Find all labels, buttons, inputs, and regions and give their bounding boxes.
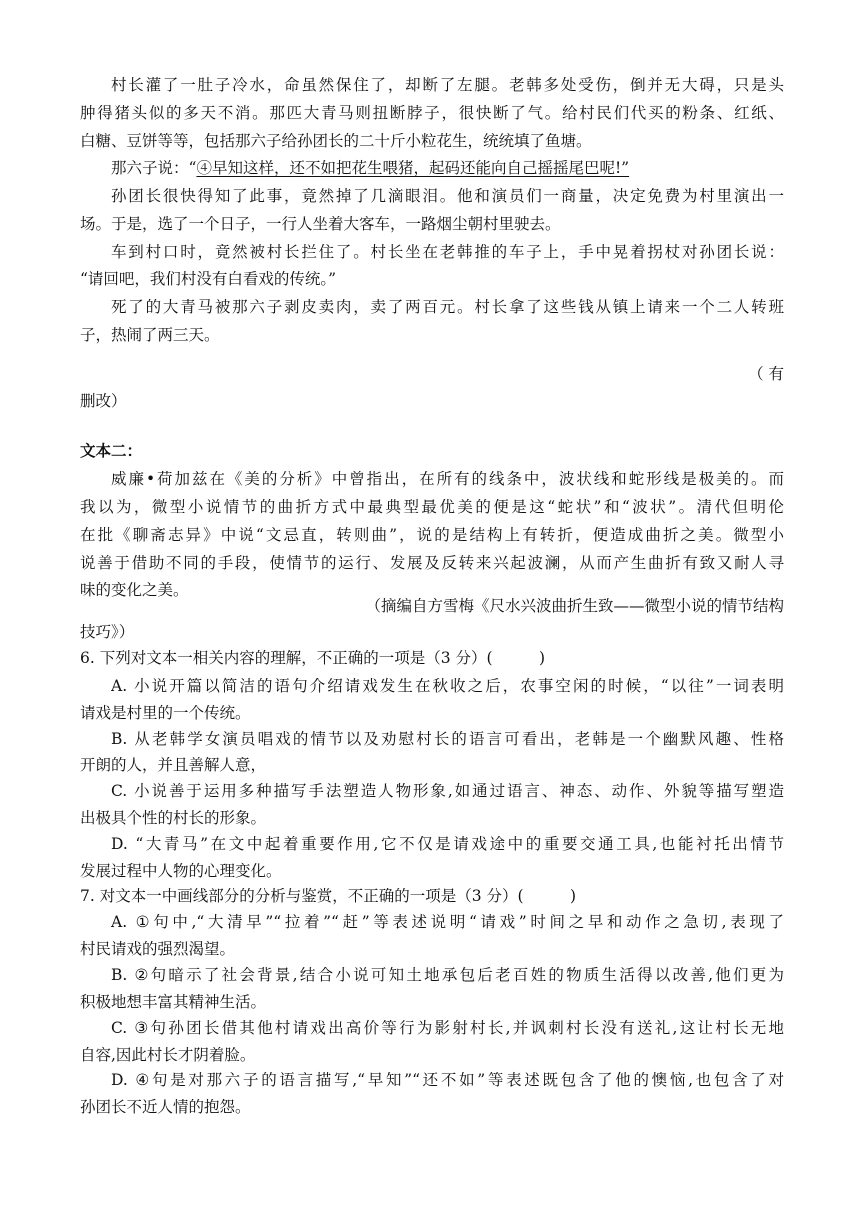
q7-option-b: B. ②句暗示了社会背景,结合小说可知土地承包后老百姓的物质生活得以改善,他们更为 — [111, 966, 784, 984]
q6-option-d: D. “大青马”在文中起着重要作用,它不仅是请戏途中的重要交通工具,也能衬托出情节 — [111, 835, 784, 853]
text2-line: 味的变化之美。 — [80, 581, 189, 599]
q7-option-c-cont: 自容,因此村长才阴着脸。 — [80, 1046, 256, 1064]
text1-line: 车到村口时，竟然被村长拦住了。村长坐在老韩推的车子上，手中晃着拐杖对孙团长说： — [111, 243, 784, 261]
text2-heading: 文本二： — [80, 441, 143, 460]
text2-line: 威廉•荷加兹在《美的分析》中曾指出，在所有的线条中，波状线和蛇形线是极美的。而 — [111, 470, 784, 488]
q7-option-d: D. ④句是对那六子的语言描写,“早知”“还不如”等表述既包含了他的懊恼,也包含了对 — [111, 1071, 784, 1089]
q7-option-a-cont: 村民请戏的强烈渴望。 — [80, 940, 236, 958]
text1-line: 死了的大青马被那六子剥皮卖肉，卖了两百元。村长拿了这些钱从镇上请来一个二人转班 — [111, 298, 784, 316]
text1-line: 孙团长很快得知了此事，竟然掉了几滴眼泪。他和演员们一商量，决定免费为村里演出一 — [111, 187, 784, 205]
text1-line: “请回吧，我们村没有白看戏的传统。” — [80, 270, 337, 288]
q6-option-a: A. 小说开篇以简洁的语句介绍请戏发生在秋收之后，农事空闲的时候，“以往”一词表明 — [111, 677, 784, 695]
quote-line — [111, 156, 784, 180]
question-7-stem: 7. 对文本一中画线部分的分析与鉴赏，不正确的一项是（3 分）( ) — [80, 887, 577, 905]
q7-option-a: A. ①句中,“大清早”“拉着”“赶”等表述说明“请戏”时间之早和动作之急切,表现了 — [111, 913, 784, 931]
edit-note: （ 有 — [748, 365, 784, 383]
text2-line: 在批《聊斋志异》中说“文忌直，转则曲”，说的是结构上有转折，便造成曲折之美。微型小 — [80, 526, 784, 544]
edit-note: 删改） — [80, 392, 127, 410]
q6-option-b: B. 从老韩学女演员唱戏的情节以及劝慰村长的语言可看出，老韩是一个幽默风趣、性格 — [111, 730, 784, 748]
q6-option-c: C. 小说善于运用多种描写手法塑造人物形象,如通过语言、神态、动作、外貌等描写塑造 — [111, 782, 784, 800]
q6-option-c-cont: 出极具个性的村长的形象。 — [80, 809, 267, 827]
text1-line: 场。于是，选了一个日子，一行人坐着大客车，一路烟尘朝村里驶去。 — [80, 215, 561, 233]
text1-line: 村长灌了一肚子冷水，命虽然保住了，却断了左腿。老韩多处受伤，倒并无大碍，只是头 — [111, 76, 784, 94]
q7-option-d-cont: 孙团长不近人情的抱怨。 — [80, 1098, 251, 1116]
q6-option-a-cont: 请戏是村里的一个传统。 — [80, 704, 251, 722]
source-citation: 技巧》） — [80, 623, 135, 641]
text1-line: 白糖、豆饼等等，包括那六子给孙团长的二十斤小粒花生，统统填了鱼塘。 — [80, 132, 592, 150]
text1-line: 肿得猪头似的多天不消。那匹大青马则扭断脖子，很快断了气。给村民们代买的粉条、红纸、 — [80, 104, 784, 122]
q6-option-d-cont: 发展过程中人物的心理变化。 — [80, 862, 282, 880]
text1-line: 子，热闹了两三天。 — [80, 326, 220, 344]
underlined-sentence-4: ④早知这样，还不如把花生喂猪，起码还能向自己摇摇尾巴呢!” — [196, 159, 630, 177]
q7-option-c: C. ③句孙团长借其他村请戏出高价等行为影射村长,并讽刺村长没有送礼,这让村长无地 — [111, 1019, 784, 1037]
source-citation: （摘编自方雪梅《尺水兴波曲折生致——微型小说的情节结构 — [365, 597, 784, 615]
quote-prefix: 那六子说：“ — [111, 159, 197, 177]
text2-line: 说善于借助不同的手段，使情节的运行、发展及反转来兴起波澜，从而产生曲折有致又耐人寻 — [80, 554, 784, 572]
text2-line: 我以为，微型小说情节的曲折方式中最典型最优美的便是这“蛇状”和“波状”。清代但明伦 — [80, 498, 784, 516]
q7-option-b-cont: 积极地想丰富其精神生活。 — [80, 993, 267, 1011]
q6-option-b-cont: 开朗的人，并且善解人意， — [80, 756, 267, 774]
question-6-stem: 6. 下列对文本一相关内容的理解，不正确的一项是（3 分）( ) — [80, 649, 546, 667]
